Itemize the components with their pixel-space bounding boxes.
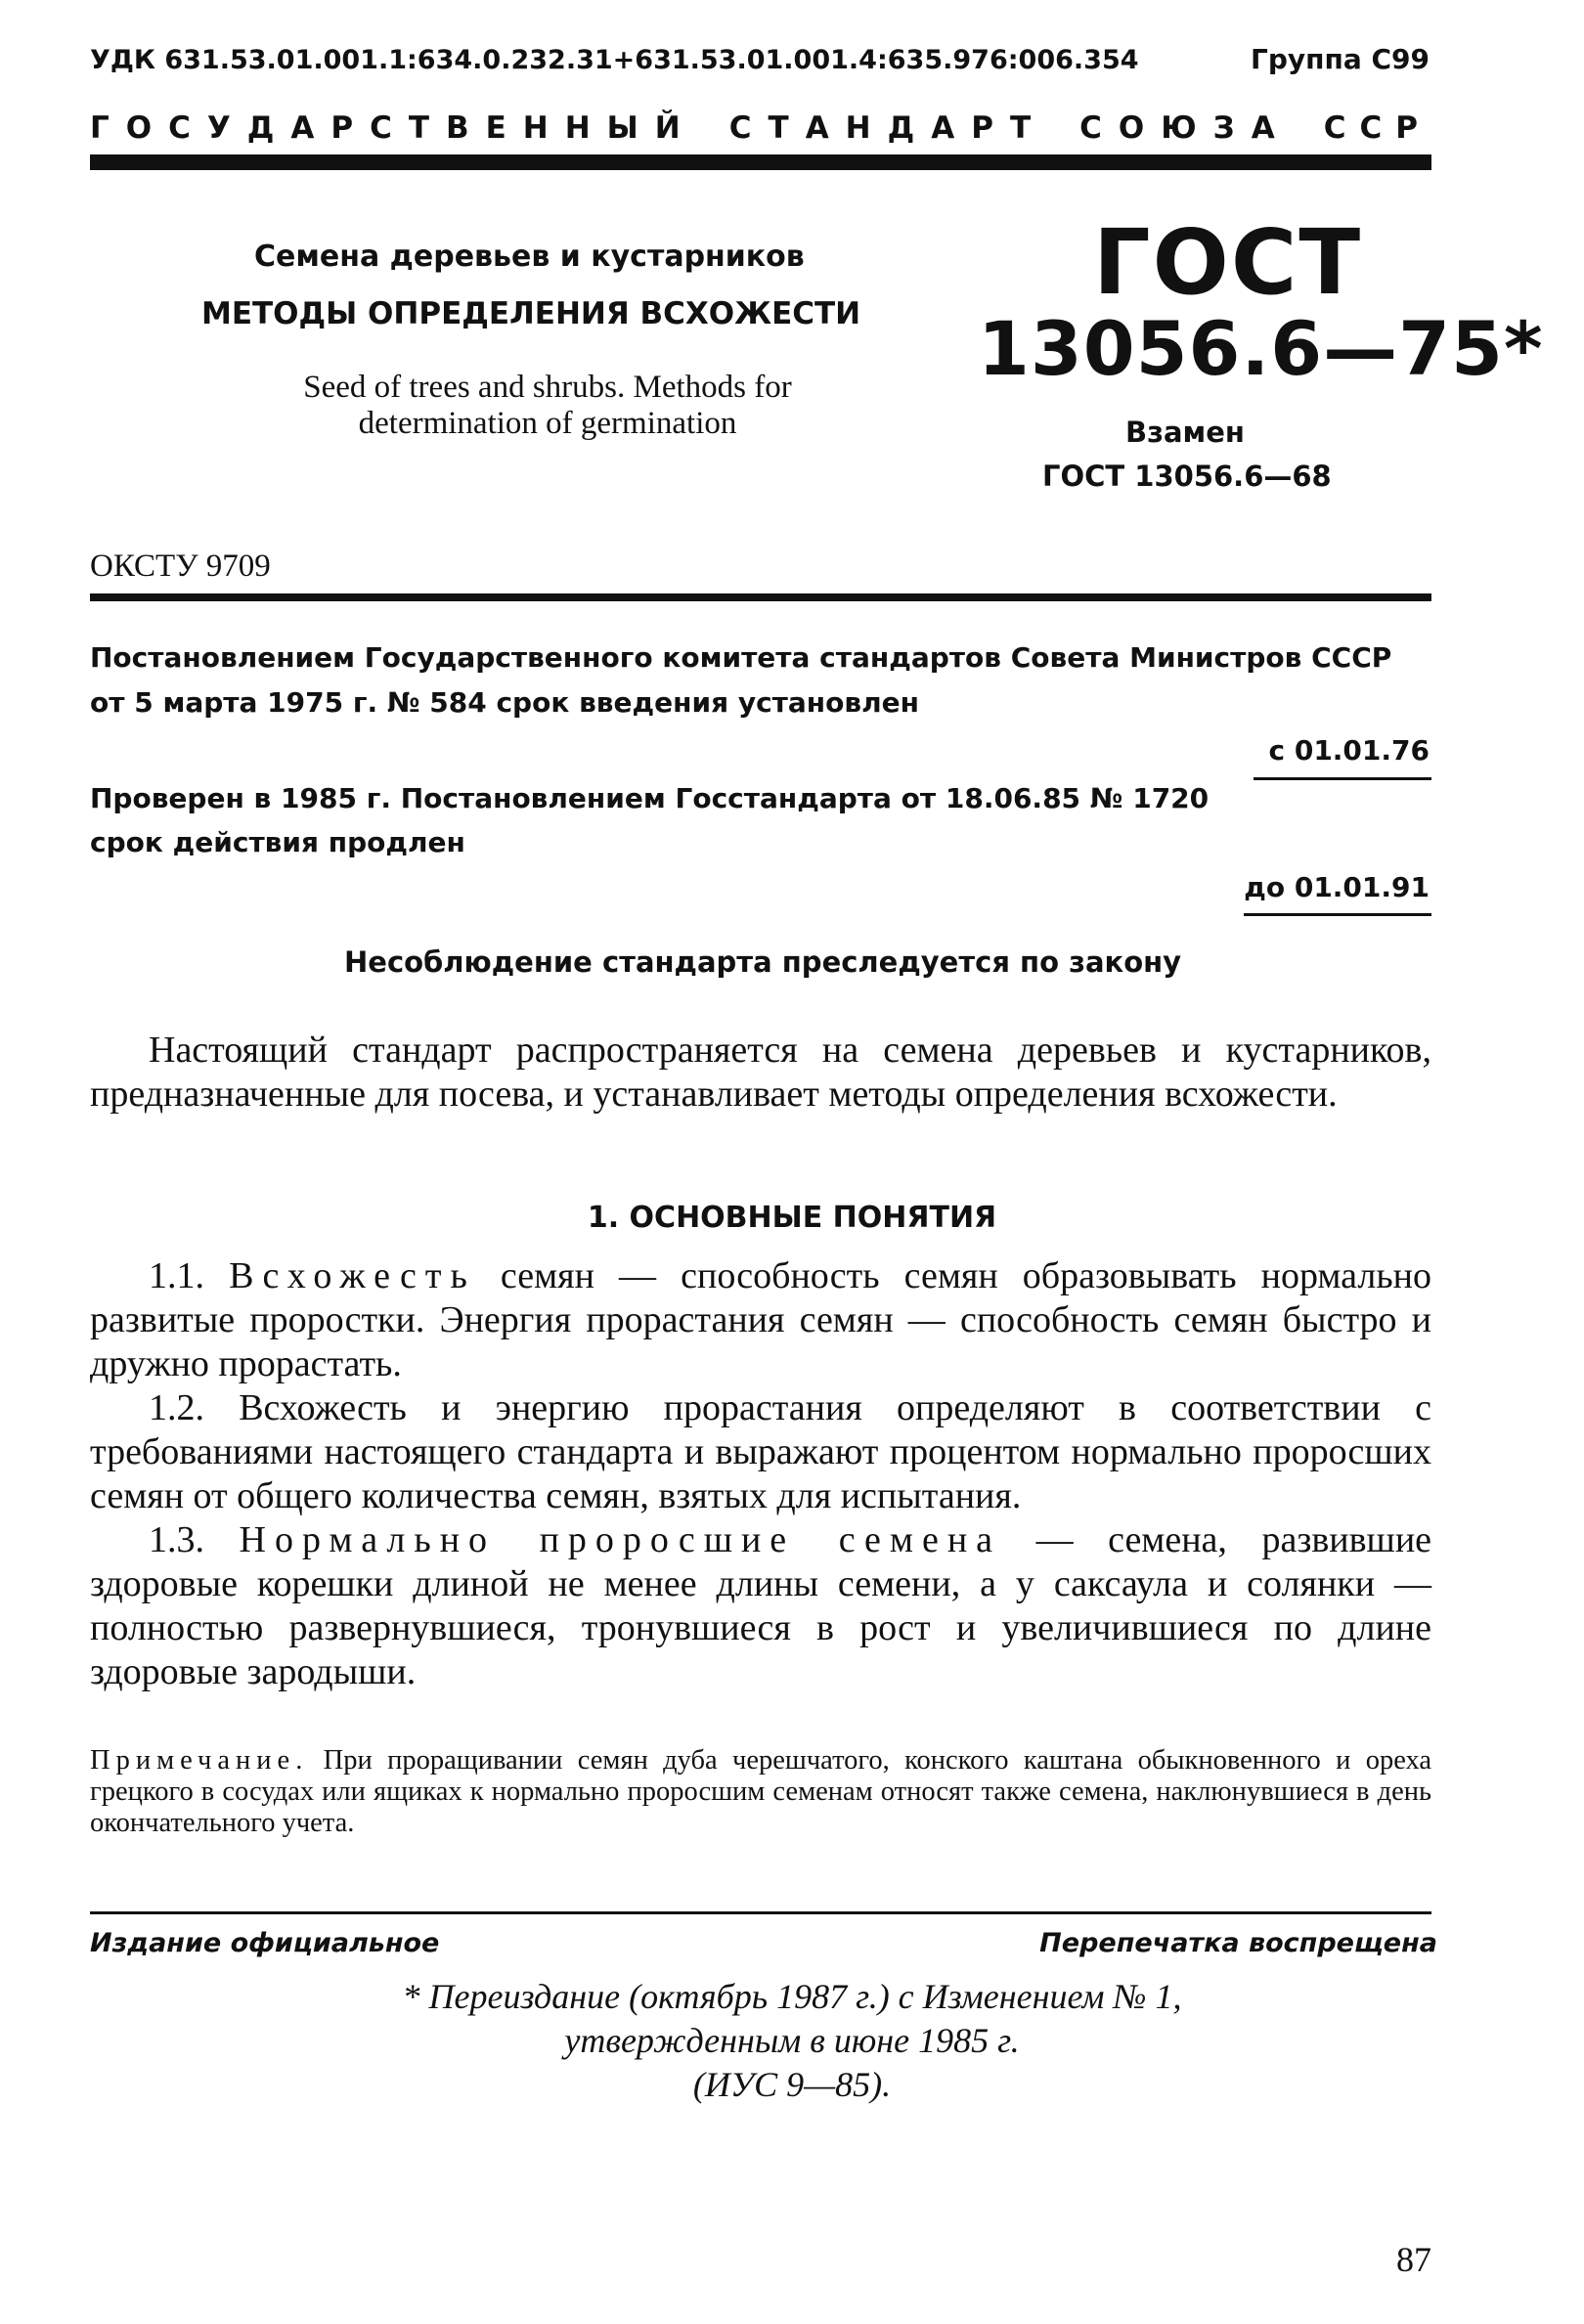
item-text: — семена, развившие здоровые корешки длиной не менее длины семени, а у саксаула и солянки — полностью развернувшиеся, тронувшиеся в рост и увеличившиеся по длине здоровые зародыши. bbox=[90, 1519, 1432, 1692]
date-underline bbox=[1244, 913, 1431, 916]
item-number: 1.1. bbox=[149, 1255, 204, 1296]
header-rule bbox=[90, 154, 1431, 170]
state-standard-banner bbox=[90, 110, 1431, 146]
okstu-code: ОКСТУ 9709 bbox=[90, 548, 271, 584]
banner-word: СОЮЗА bbox=[1079, 110, 1292, 146]
page-number: 87 bbox=[1396, 2240, 1431, 2279]
item-text: семян — способность семян образовывать нормально развитые проростки. Энергия прорастания семян — способность семян быстро и дружно прорастать. bbox=[90, 1255, 1431, 1384]
reissue-line: (ИУС 9—85). bbox=[692, 2065, 892, 2104]
replaces-standard: ГОСТ 13056.6—68 bbox=[1042, 460, 1332, 493]
item-term: Всхожесть bbox=[229, 1255, 476, 1296]
item-number: 1.3. bbox=[149, 1519, 204, 1560]
section-heading: 1. ОСНОВНЫЕ ПОНЯТИЯ bbox=[587, 1201, 997, 1235]
banner-word: ГОСУДАРСТВЕННЫЙ bbox=[90, 110, 697, 146]
official-edition: Издание официальное bbox=[90, 1928, 440, 1958]
group-code: Группа С99 bbox=[1251, 43, 1430, 75]
note-paragraph bbox=[90, 1745, 1431, 1839]
banner-word: ССР bbox=[1323, 110, 1431, 146]
gost-label: ГОСТ bbox=[1093, 210, 1363, 315]
decree-line-1: Постановлением Государственного комитета стандартов Совета Министров СССР bbox=[90, 641, 1392, 674]
extended-date: до 01.01.91 bbox=[1244, 871, 1430, 903]
title-line-2: МЕТОДЫ ОПРЕДЕЛЕНИЯ ВСХОЖЕСТИ bbox=[201, 296, 861, 331]
banner-word: СТАНДАРТ bbox=[728, 110, 1048, 146]
reissue-line: * Переиздание (октябрь 1987 г.) с Изменением № 1, bbox=[402, 1977, 1182, 2016]
checked-line-1: Проверен в 1985 г. Постановлением Госстандарта от 18.06.85 № 1720 bbox=[90, 782, 1210, 814]
item-term: Нормально проросшие семена bbox=[239, 1519, 1002, 1560]
udk-code: УДК 631.53.01.001.1:634.0.232.31+631.53.01.001.4:635.976:006.354 bbox=[90, 45, 1139, 75]
decree-line-2: от 5 марта 1975 г. № 584 срок введения установлен bbox=[90, 686, 919, 719]
replaces-label: Взамен bbox=[1125, 416, 1245, 449]
section-1-items bbox=[90, 1254, 1431, 1694]
item-1-1 bbox=[90, 1254, 1431, 1386]
law-notice: Несоблюдение стандарта преследуется по закону bbox=[344, 945, 1182, 979]
section-rule bbox=[90, 593, 1431, 601]
item-1-2: 1.2. Всхожесть и энергию прорастания определяют в соответствии с требованиями настоящего стандарта и выражают процентом нормально проросших семян от общего количества семян, взятых для испытания. bbox=[90, 1387, 1431, 1516]
item-1-3 bbox=[90, 1518, 1431, 1694]
date-underline bbox=[1254, 777, 1431, 780]
reissue-line: утвержденным в июне 1985 г. bbox=[564, 2021, 1020, 2060]
title-line-1: Семена деревьев и кустарников bbox=[254, 240, 805, 274]
gost-number: 13056.6—75* bbox=[978, 305, 1544, 392]
intro-paragraph bbox=[90, 1029, 1431, 1117]
reissue-note bbox=[0, 1975, 1584, 2107]
effective-date: с 01.01.76 bbox=[1268, 734, 1430, 767]
intro-text: Настоящий стандарт распространяется на семена деревьев и кустарников, предназначенные для посева, и устанавливает методы определения всхожести. bbox=[90, 1030, 1431, 1115]
english-title: Seed of trees and shrubs. Methods for determination of germination bbox=[303, 370, 792, 441]
note-text: При проращивании семян дуба черешчатого, конского каштана обыкновенного и ореха грецкого в сосудах или ящиках к нормально проросшим семенам относят также семена, наклюнувшиеся в день окончательного учета. bbox=[90, 1745, 1431, 1838]
footer-rule bbox=[90, 1911, 1431, 1914]
note-label: Примечание. bbox=[90, 1745, 309, 1776]
checked-line-2: срок действия продлен bbox=[90, 826, 465, 858]
reprint-prohibited: Перепечатка воспрещена bbox=[1039, 1928, 1437, 1958]
